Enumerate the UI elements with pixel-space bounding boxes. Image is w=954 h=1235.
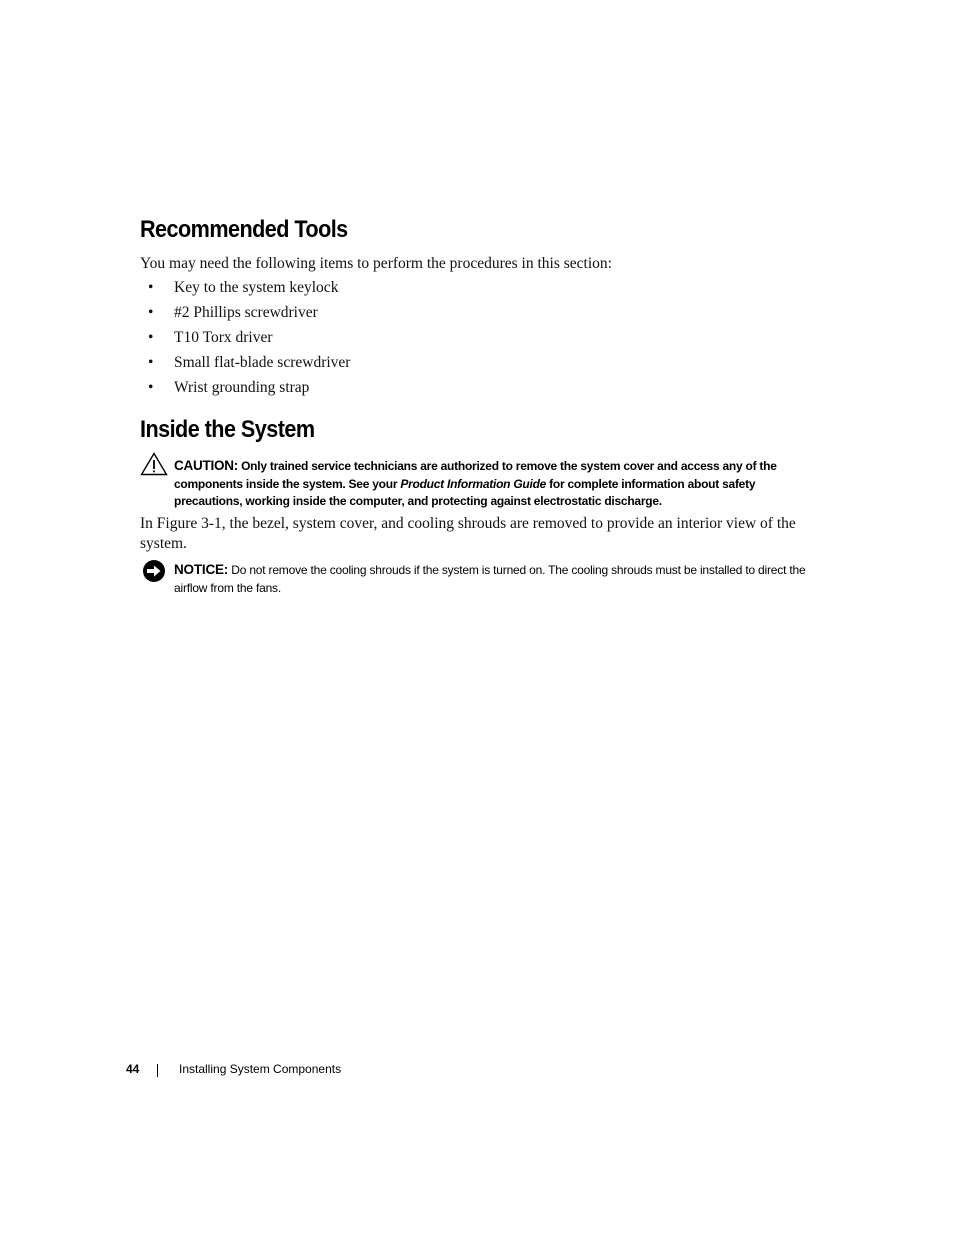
caution-label: CAUTION: <box>174 458 238 473</box>
footer-section-title: Installing System Components <box>179 1062 342 1076</box>
bullet: • <box>148 379 154 396</box>
caution-text-after: for complete information about safety precautions, working inside the computer, and protecting against electrostatic discharge. <box>174 476 756 508</box>
warning-triangle-icon <box>140 452 168 476</box>
notice-body: Do not remove the cooling shrouds if the system is turned on. The cooling shrouds must be installed to direct the airflow from the fans. <box>174 563 806 595</box>
notice-box <box>140 558 820 600</box>
list-item-text: Key to the system keylock <box>174 279 339 296</box>
notice-arrow-icon <box>142 559 166 583</box>
caution-text <box>174 457 814 511</box>
list-item <box>140 328 350 353</box>
caution-text-before: Only trained service technicians are authorized to remove the system cover and access any of the components inside the system. See your <box>174 459 777 491</box>
tools-list <box>140 278 350 403</box>
heading-inside-the-system: Inside the System <box>140 416 315 443</box>
list-item-text: T10 Torx driver <box>174 329 273 346</box>
tools-intro: You may need the following items to perform the procedures in this section: <box>140 255 612 272</box>
list-item <box>140 278 350 303</box>
bullet: • <box>148 354 154 371</box>
list-item-text: Small flat-blade screwdriver <box>174 354 351 371</box>
bullet: • <box>148 279 154 296</box>
list-item-text: Wrist grounding strap <box>174 379 310 396</box>
notice-label: NOTICE: <box>174 562 229 577</box>
bullet: • <box>148 329 154 346</box>
list-item <box>140 378 350 403</box>
list-item-text: #2 Phillips screwdriver <box>174 304 318 321</box>
notice-text <box>174 561 814 597</box>
heading-recommended-tools: Recommended Tools <box>140 216 348 243</box>
inside-paragraph: In Figure 3-1, the bezel, system cover, and cooling shrouds are removed to provide an interior view of the system. <box>140 515 796 552</box>
footer-separator <box>157 1064 158 1077</box>
bullet: • <box>148 304 154 321</box>
product-guide-title: Product Information Guide <box>400 476 547 491</box>
page-number: 44 <box>126 1062 140 1076</box>
list-item <box>140 353 350 378</box>
caution-box <box>140 452 820 512</box>
list-item <box>140 303 350 328</box>
